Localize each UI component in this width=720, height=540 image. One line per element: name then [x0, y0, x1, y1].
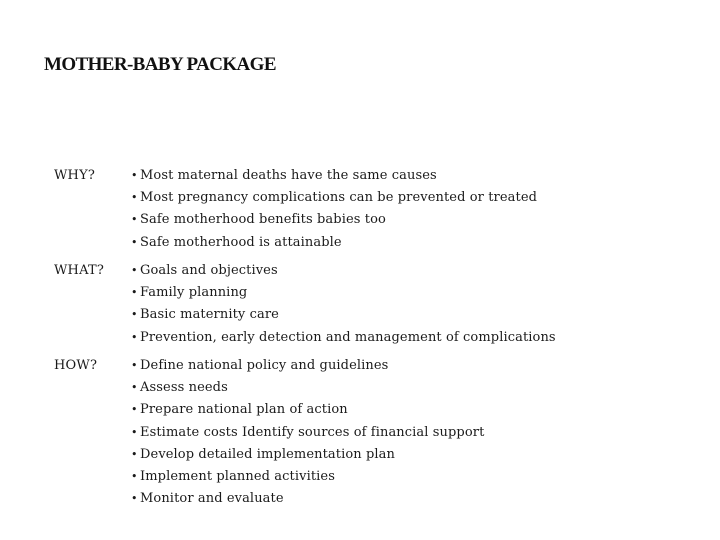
list-item-text: Estimate costs Identify sources of financial support: [140, 424, 485, 440]
list-item: [131, 444, 484, 466]
list-item-text: Implement planned activities: [140, 469, 335, 485]
bullet-icon: •: [131, 492, 138, 506]
list-item: [131, 466, 484, 488]
bullet-list: [131, 165, 537, 254]
list-item: [131, 488, 484, 510]
section-label: WHAT?: [54, 263, 105, 278]
bullet-icon: •: [131, 235, 138, 249]
bullet-icon: •: [131, 264, 138, 277]
list-item: [131, 209, 537, 231]
list-item-text: Safe motherhood is attainable: [140, 234, 342, 250]
list-item-text: Family planning: [140, 285, 248, 301]
list-item: [131, 304, 556, 326]
list-item: [131, 260, 556, 282]
section-label: HOW?: [54, 358, 98, 373]
bullet-icon: •: [131, 447, 138, 461]
section-label: WHY?: [54, 168, 96, 183]
list-item-text: Define national policy and guidelines: [140, 358, 389, 373]
list-item-text: Basic maternity care: [140, 307, 279, 323]
bullet-list: [131, 260, 556, 349]
list-item-text: Prevention, early detection and management of complications: [140, 329, 556, 345]
bullet-icon: •: [131, 191, 138, 205]
list-item: [131, 232, 537, 254]
list-item: [131, 422, 484, 444]
list-item: [131, 187, 537, 209]
list-item: [131, 327, 556, 349]
list-item-text: Goals and objectives: [140, 263, 278, 278]
bullet-icon: •: [131, 403, 138, 417]
bullet-icon: •: [131, 470, 138, 484]
bullet-list: [131, 355, 484, 510]
list-item-text: Monitor and evaluate: [140, 491, 284, 507]
bullet-icon: •: [131, 425, 138, 439]
list-item: [131, 165, 537, 187]
bullet-icon: •: [131, 381, 138, 395]
bullet-icon: •: [131, 308, 138, 322]
list-item: [131, 355, 484, 377]
list-item-text: Develop detailed implementation plan: [140, 446, 395, 462]
bullet-icon: •: [131, 213, 138, 227]
list-item-text: Safe motherhood benefits babies too: [140, 212, 386, 228]
list-item-text: Most maternal deaths have the same causes: [140, 168, 437, 183]
bullet-icon: •: [131, 359, 138, 372]
page-title: MOTHER-BABY PACKAGE: [44, 54, 276, 75]
list-item: [131, 399, 484, 421]
bullet-icon: •: [131, 169, 138, 182]
list-item: [131, 282, 556, 304]
list-item: [131, 377, 484, 399]
list-item-text: Most pregnancy complications can be prevented or treated: [140, 190, 538, 206]
bullet-icon: •: [131, 286, 138, 300]
list-item-text: Prepare national plan of action: [140, 402, 348, 418]
list-item-text: Assess needs: [140, 380, 228, 396]
bullet-icon: •: [131, 330, 138, 344]
